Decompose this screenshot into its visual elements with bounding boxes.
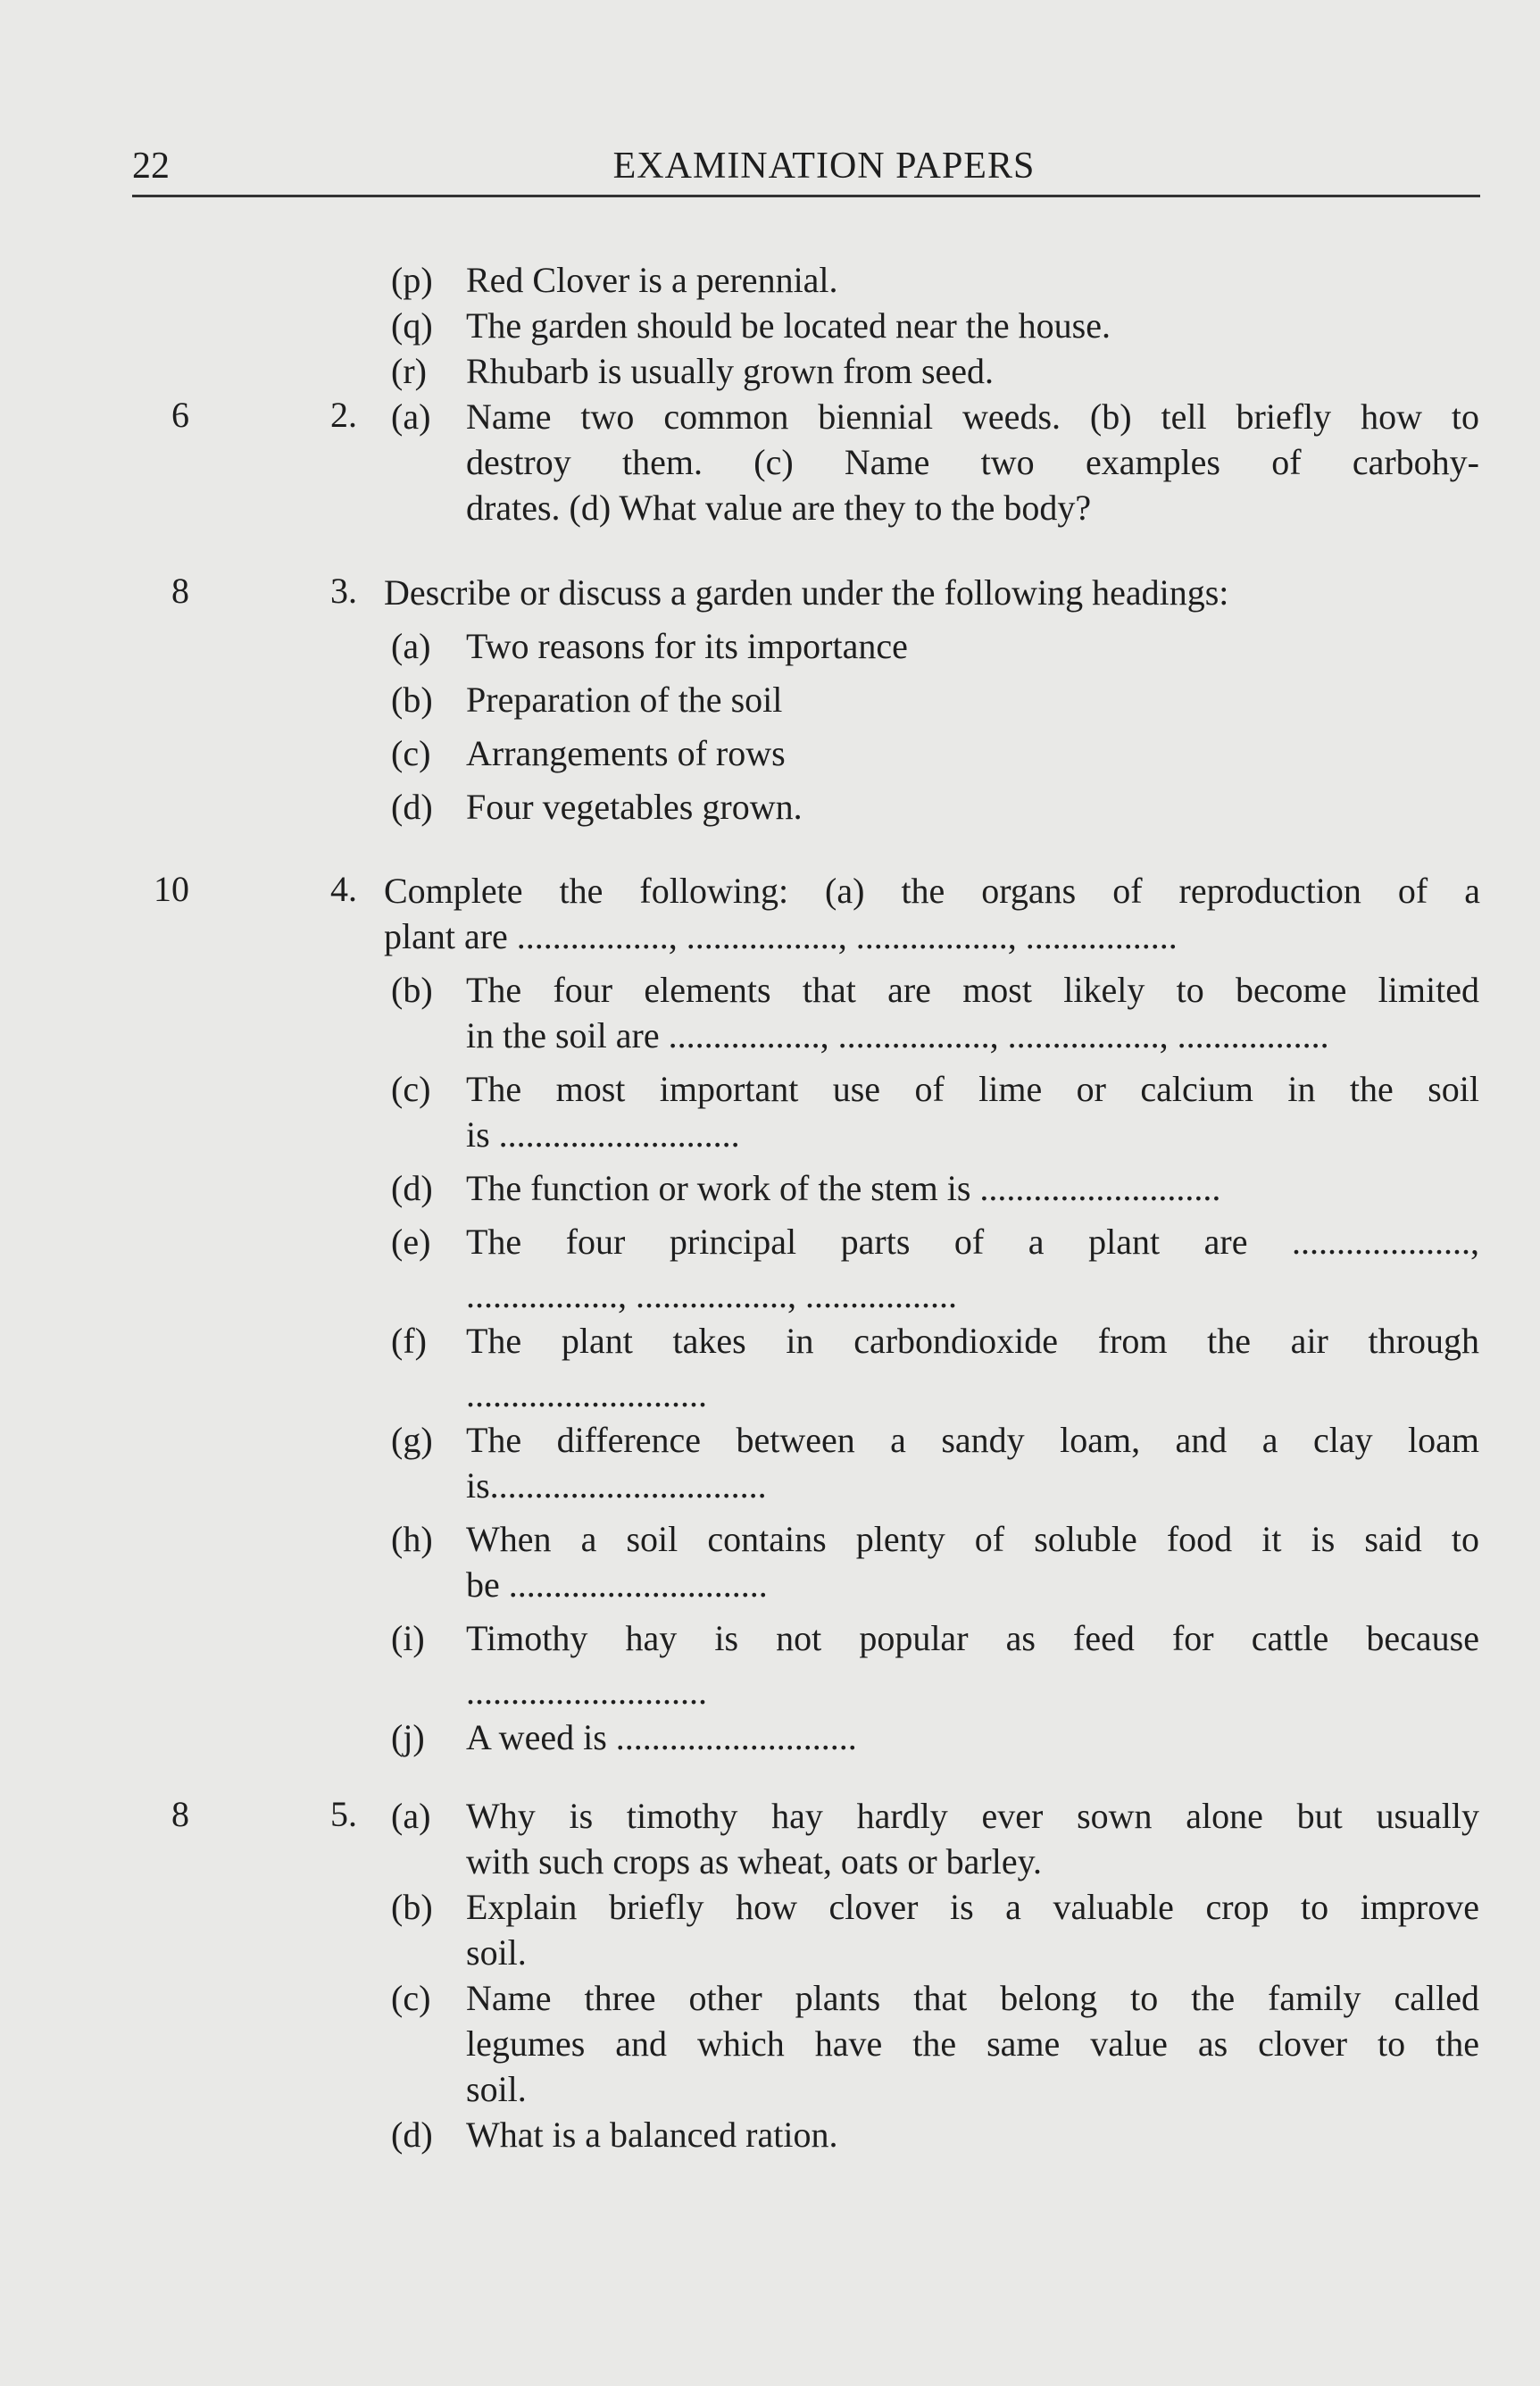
question-number: 2. <box>330 395 357 435</box>
question-text: Complete the following: (a) the organs of reproduction of a plant are ................., ................., ................., ................. <box>384 871 1480 956</box>
item-label: (r) <box>391 351 427 391</box>
marks: 8 <box>171 571 189 611</box>
exam-page: 22 EXAMINATION PAPERS (p) Red Clover is a perennial. (q) The garden should be located near the house. (r) Rhubarb is usually grown from seed. 6 2. (a) Name two common biennial weeds. (b) tell briefly how to destroy them. (c) Name two examples of carbohy- drates. (d) What value are they to the body? 8 3. Describe or discuss a garden under the following headings: (a) Two reasons for its importance (b) Preparation of the soil (c) Arrangements of rows (d) Four vegetables grown. 10 4. Complete the following: (a) the organs of reproduction of a plant are ................., ................., ................., ................. (b) The four elements that are most likely to become limited in the soil are ................., ................., ................., ................. (c) The most important use of lime or calcium in the soil is ........................... (d) The function or work of the stem is ........................... (e) The four principal parts of a plant are ...................., ................., ................., ................. (f) The plant takes in carbondioxide from the air through ........................... (g) The difference between a sandy loam, and a clay loam is............................... (h) When a soil contains plenty of soluble food it is said to be ............................. (i) Timothy hay is not popular as feed for cattle because ........................... (j) A weed is ........................... 8 5. (a) Why is timothy hay hardly ever sown alone but usually with such crops as wheat, oats or barley. (b) Explain briefly how clover is a valuable crop to improve soil. (c) Name three other plants that belong to the family called legumes and which have the same value as clover to the soil. (d) What is a balanced ration. <box>0 0 1540 2386</box>
page-header <box>132 141 1480 197</box>
marks: 8 <box>171 1794 189 1834</box>
item-text: Red Clover is a perennial. <box>466 260 838 300</box>
question-number: 4. <box>330 869 357 909</box>
question-text: Name two common biennial weeds. (b) tell briefly how to destroy them. (c) Name two examples of carbohy- drates. (d) What value are they to the body? <box>466 396 1479 528</box>
marks: 6 <box>171 395 189 435</box>
item-label: (p) <box>391 260 433 300</box>
question-text: Describe or discuss a garden under the following headings: <box>384 572 1229 613</box>
item-text: Rhubarb is usually grown from seed. <box>466 351 995 391</box>
item-text: The garden should be located near the house. <box>466 305 1111 346</box>
item-label: (q) <box>391 305 433 346</box>
marks: 10 <box>154 869 189 909</box>
item-label: (a) <box>391 396 431 437</box>
running-title: EXAMINATION PAPERS <box>612 146 1036 187</box>
page-number: 22 <box>132 146 170 187</box>
question-number: 3. <box>330 571 357 611</box>
question-number: 5. <box>330 1794 357 1834</box>
